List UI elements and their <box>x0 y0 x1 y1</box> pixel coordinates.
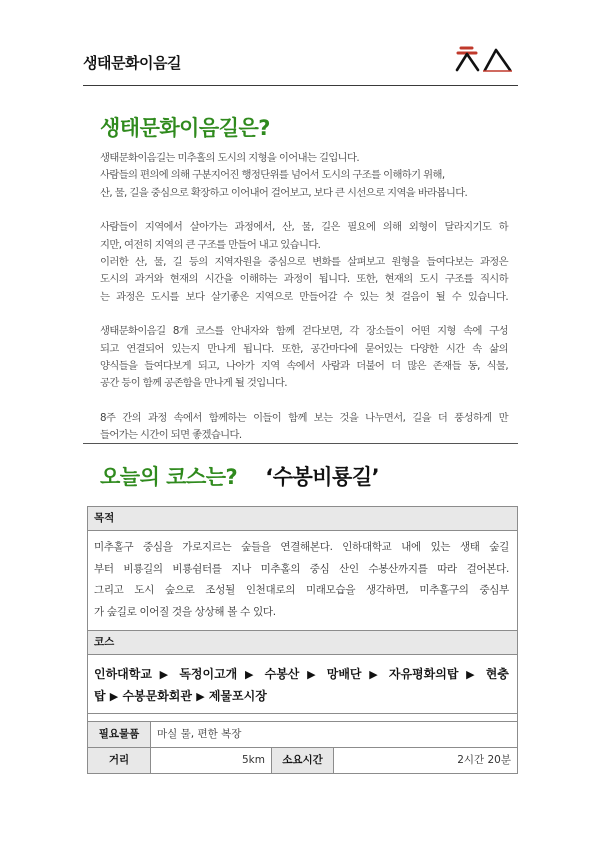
course-stop: 수봉문화회관 <box>122 688 192 703</box>
intro-paragraph <box>100 323 508 393</box>
course-stop: 독정이고개 <box>179 667 238 681</box>
distance-label: 거리 <box>88 748 150 773</box>
course-stop: 탑 <box>94 688 106 703</box>
route-arrow-icon: ▶ <box>369 668 382 681</box>
course-stop: 현충 <box>485 667 509 681</box>
header-title: 생태문화이음길 <box>83 54 181 72</box>
purpose-line: 가 숲길로 이어질 것을 상상해 볼 수 있다. <box>94 605 276 618</box>
route-arrow-icon: ▶ <box>307 668 320 681</box>
supplies-value: 마실 물, 편한 복장 <box>150 722 517 747</box>
row-spacer <box>88 714 517 722</box>
today-title: 오늘의 코스는? <box>100 465 238 489</box>
intro-line: 공간 등이 함께 공존함을 만나게 될 것입니다. <box>100 377 287 390</box>
course-route-line <box>94 664 509 686</box>
course-route-line <box>94 686 509 708</box>
intro-line: 들어가는 시간이 되면 좋겠습니다. <box>100 429 242 442</box>
logo-icon <box>452 44 514 74</box>
header-divider <box>83 85 518 86</box>
intro-line: 사람들이 지역에서 살아가는 과정에서, 산, 물, 길은 필요에 의해 외형이 달라지기도 하 <box>100 221 508 234</box>
course-stop: 망배단 <box>326 667 362 681</box>
distance-value: 5km <box>150 748 271 773</box>
route-arrow-icon: ▶ <box>466 668 479 681</box>
intro-line: 되고 연결되어 있는지 만나게 됩니다. 또한, 공간마다에 묻어있는 다양한 시간 속 삶의 <box>100 342 508 355</box>
purpose-line: 미추홀구 중심을 가로지르는 숲들을 연결해본다. 인하대학교 내에 있는 생태 숲길 <box>94 541 509 553</box>
distance-row <box>88 748 517 774</box>
intro-line: 는 과정은 도시를 보다 살기좋은 지역으로 만들어갈 수 있는 첫 걸음이 될 수 있습니다. <box>100 290 508 303</box>
intro-line: 양식들을 들여다보게 되고, 나아가 지역 속에서 사람과 더불어 더 많은 존재들 동, 식물, <box>100 359 508 372</box>
intro-line: 생태문화이음길는 미추홀의 도시의 지형을 이어내는 길입니다. <box>100 152 360 164</box>
course-info-table <box>87 506 518 774</box>
purpose-text <box>88 531 517 631</box>
intro-line: 도시의 과거와 현재의 시간을 이해하는 과정이 됩니다. 또한, 현재의 도시 구조를 직시하 <box>100 273 508 286</box>
intro-line: 산, 물, 길을 중심으로 확장하고 이어내어 걸어보고, 보다 큰 시선으로 지역을 바라봅니다. <box>100 186 468 199</box>
course-route <box>88 655 517 714</box>
course-stop: 수봉산 <box>264 667 300 681</box>
purpose-line: 부터 비룡길의 비룡쉼터를 지나 미추홀의 중심 산인 수봉산까지를 따라 걸어본다. <box>94 562 509 575</box>
intro-paragraph <box>100 410 508 445</box>
intro-paragraph <box>100 150 508 202</box>
intro-line: 이러한 산, 물, 길 등의 지역자원을 중심으로 변화를 살펴보고 원형을 들여다보는 과정은 <box>100 255 508 268</box>
course-name: ‘수봉비룡길’ <box>265 465 380 489</box>
intro-line: 지만, 여전히 지역의 큰 구조를 만들어 내고 있습니다. <box>100 238 321 251</box>
intro-paragraph <box>100 219 508 306</box>
today-course-heading <box>100 461 379 491</box>
intro-body <box>100 150 508 461</box>
route-arrow-icon: ▶ <box>159 668 172 681</box>
course-stop: 제물포시장 <box>208 688 267 703</box>
intro-line: 8주 간의 과정 속에서 함께하는 이들이 함께 보는 것을 나누면서, 길을 더 풍성하게 만 <box>100 411 508 424</box>
route-arrow-icon: ▶ <box>196 689 205 703</box>
purpose-label: 목적 <box>88 507 517 531</box>
section-divider <box>83 443 518 444</box>
course-stop: 자유평화의탑 <box>388 667 459 681</box>
purpose-line: 그리고 도시 숲으로 조성될 인천대로의 미래모습을 생각하면, 미추홀구의 중심부 <box>94 584 509 596</box>
duration-label: 소요시간 <box>271 748 333 773</box>
duration-value: 2시간 20분 <box>333 748 517 773</box>
route-arrow-icon: ▶ <box>109 689 119 703</box>
course-label: 코스 <box>88 631 517 655</box>
intro-line: 생태문화이음길 8개 코스를 안내자와 함께 걷다보면, 각 장소들이 어떤 지형 속에 구성 <box>100 325 508 338</box>
route-arrow-icon: ▶ <box>244 668 257 681</box>
course-stop: 인하대학교 <box>94 667 152 681</box>
supplies-row <box>88 722 517 748</box>
intro-line: 사람들의 편의에 의해 구분지어진 행정단위를 넘어서 도시의 구조를 이해하기 위해, <box>100 169 445 182</box>
intro-title: 생태문화이음길은? <box>100 116 270 140</box>
supplies-label: 필요물품 <box>88 722 150 747</box>
